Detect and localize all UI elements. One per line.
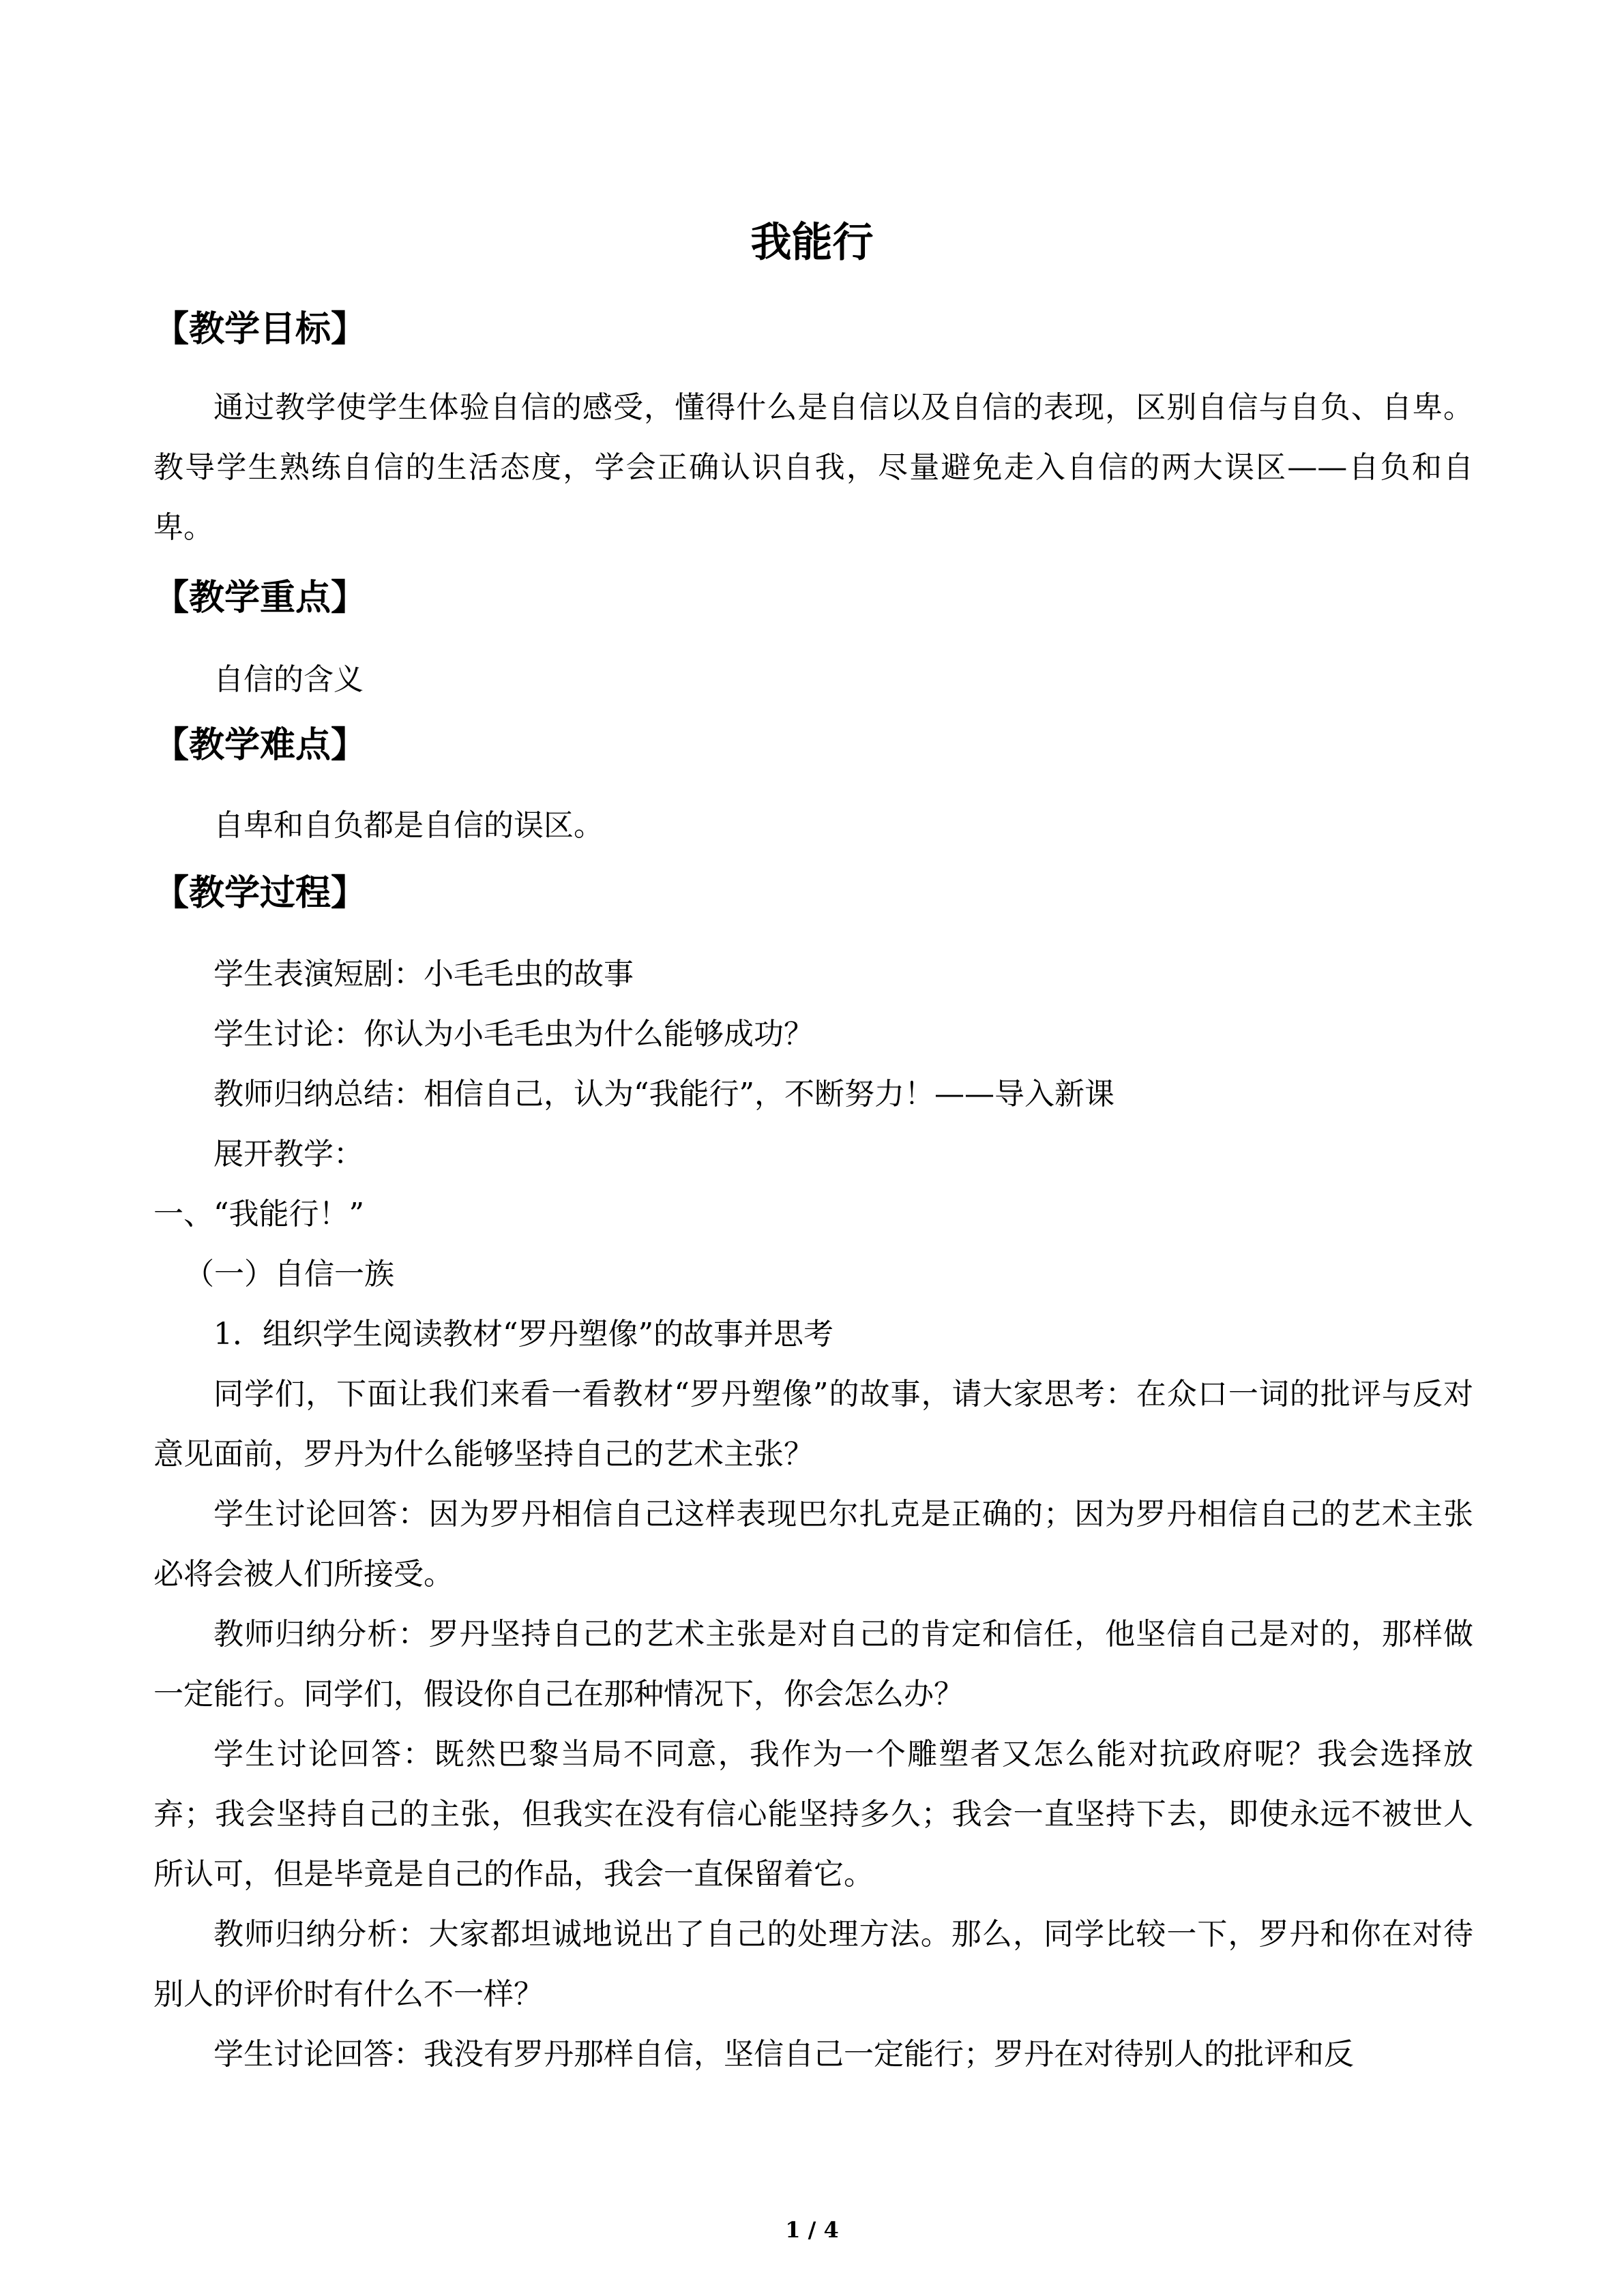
text-difficulties: 自卑和自负都是自信的误区。 — [213, 808, 604, 843]
paragraph-4: 学生讨论回答：既然巴黎当局不同意，我作为一个雕塑者又怎么能对抗政府呢？我会选择放弃；我会坚持自己的主张，但我实在没有信心能坚持多久；我会一直坚持下去，即使永远不被世人所认可，但是毕竟是自己的作品，我会一直保留着它。 — [153, 1737, 1473, 1892]
part-one-title: 一、“我能行！” — [153, 1197, 364, 1232]
page-number: 1 / 4 — [785, 2217, 839, 2243]
paragraph-2: 学生讨论回答：因为罗丹相信自己这样表现巴尔扎克是正确的；因为罗丹相信自己的艺术主张必将会被人们所接受。 — [153, 1497, 1473, 1592]
paragraph-1: 同学们，下面让我们来看一看教材“罗丹塑像”的故事，请大家思考：在众口一词的批评与反对意见面前，罗丹为什么能够坚持自己的艺术主张？ — [153, 1377, 1473, 1472]
process-line-4: 展开教学： — [213, 1137, 364, 1172]
paragraph-objectives: 通过教学使学生体验自信的感受，懂得什么是自信以及自信的表现，区别自信与自负、自卑。教导学生熟练自信的生活态度，学会正确认识自我，尽量避免走入自信的两大误区——自负和自卑。 — [153, 390, 1473, 545]
process-line-3: 教师归纳总结：相信自己，认为“我能行”，不断努力！——导入新课 — [213, 1077, 1114, 1112]
process-line-1: 学生表演短剧：小毛毛虫的故事 — [213, 957, 634, 992]
heading-objectives: 【教学目标】 — [153, 309, 367, 350]
paragraph-6: 学生讨论回答：我没有罗丹那样自信，坚信自己一定能行；罗丹在对待别人的批评和反 — [213, 2037, 1354, 2072]
paragraph-3: 教师归纳分析：罗丹坚持自己的艺术主张是对自己的肯定和信任，他坚信自己是对的，那样做一定能行。同学们，假设你自己在那种情况下，你会怎么办？ — [153, 1617, 1473, 1712]
text-key-points: 自信的含义 — [213, 662, 364, 697]
subsection-one-title: （一）自信一族 — [184, 1257, 394, 1292]
paragraph-5: 教师归纳分析：大家都坦诚地说出了自己的处理方法。那么，同学比较一下，罗丹和你在对待别人的评价时有什么不一样？ — [153, 1917, 1473, 2012]
heading-key-points: 【教学重点】 — [153, 578, 367, 618]
heading-process: 【教学过程】 — [153, 873, 367, 914]
document-title: 我能行 — [750, 219, 874, 267]
item-one: 1．组织学生阅读教材“罗丹塑像”的故事并思考 — [213, 1317, 833, 1352]
heading-difficulties: 【教学难点】 — [153, 725, 367, 766]
process-line-2: 学生讨论：你认为小毛毛虫为什么能够成功？ — [213, 1017, 814, 1052]
